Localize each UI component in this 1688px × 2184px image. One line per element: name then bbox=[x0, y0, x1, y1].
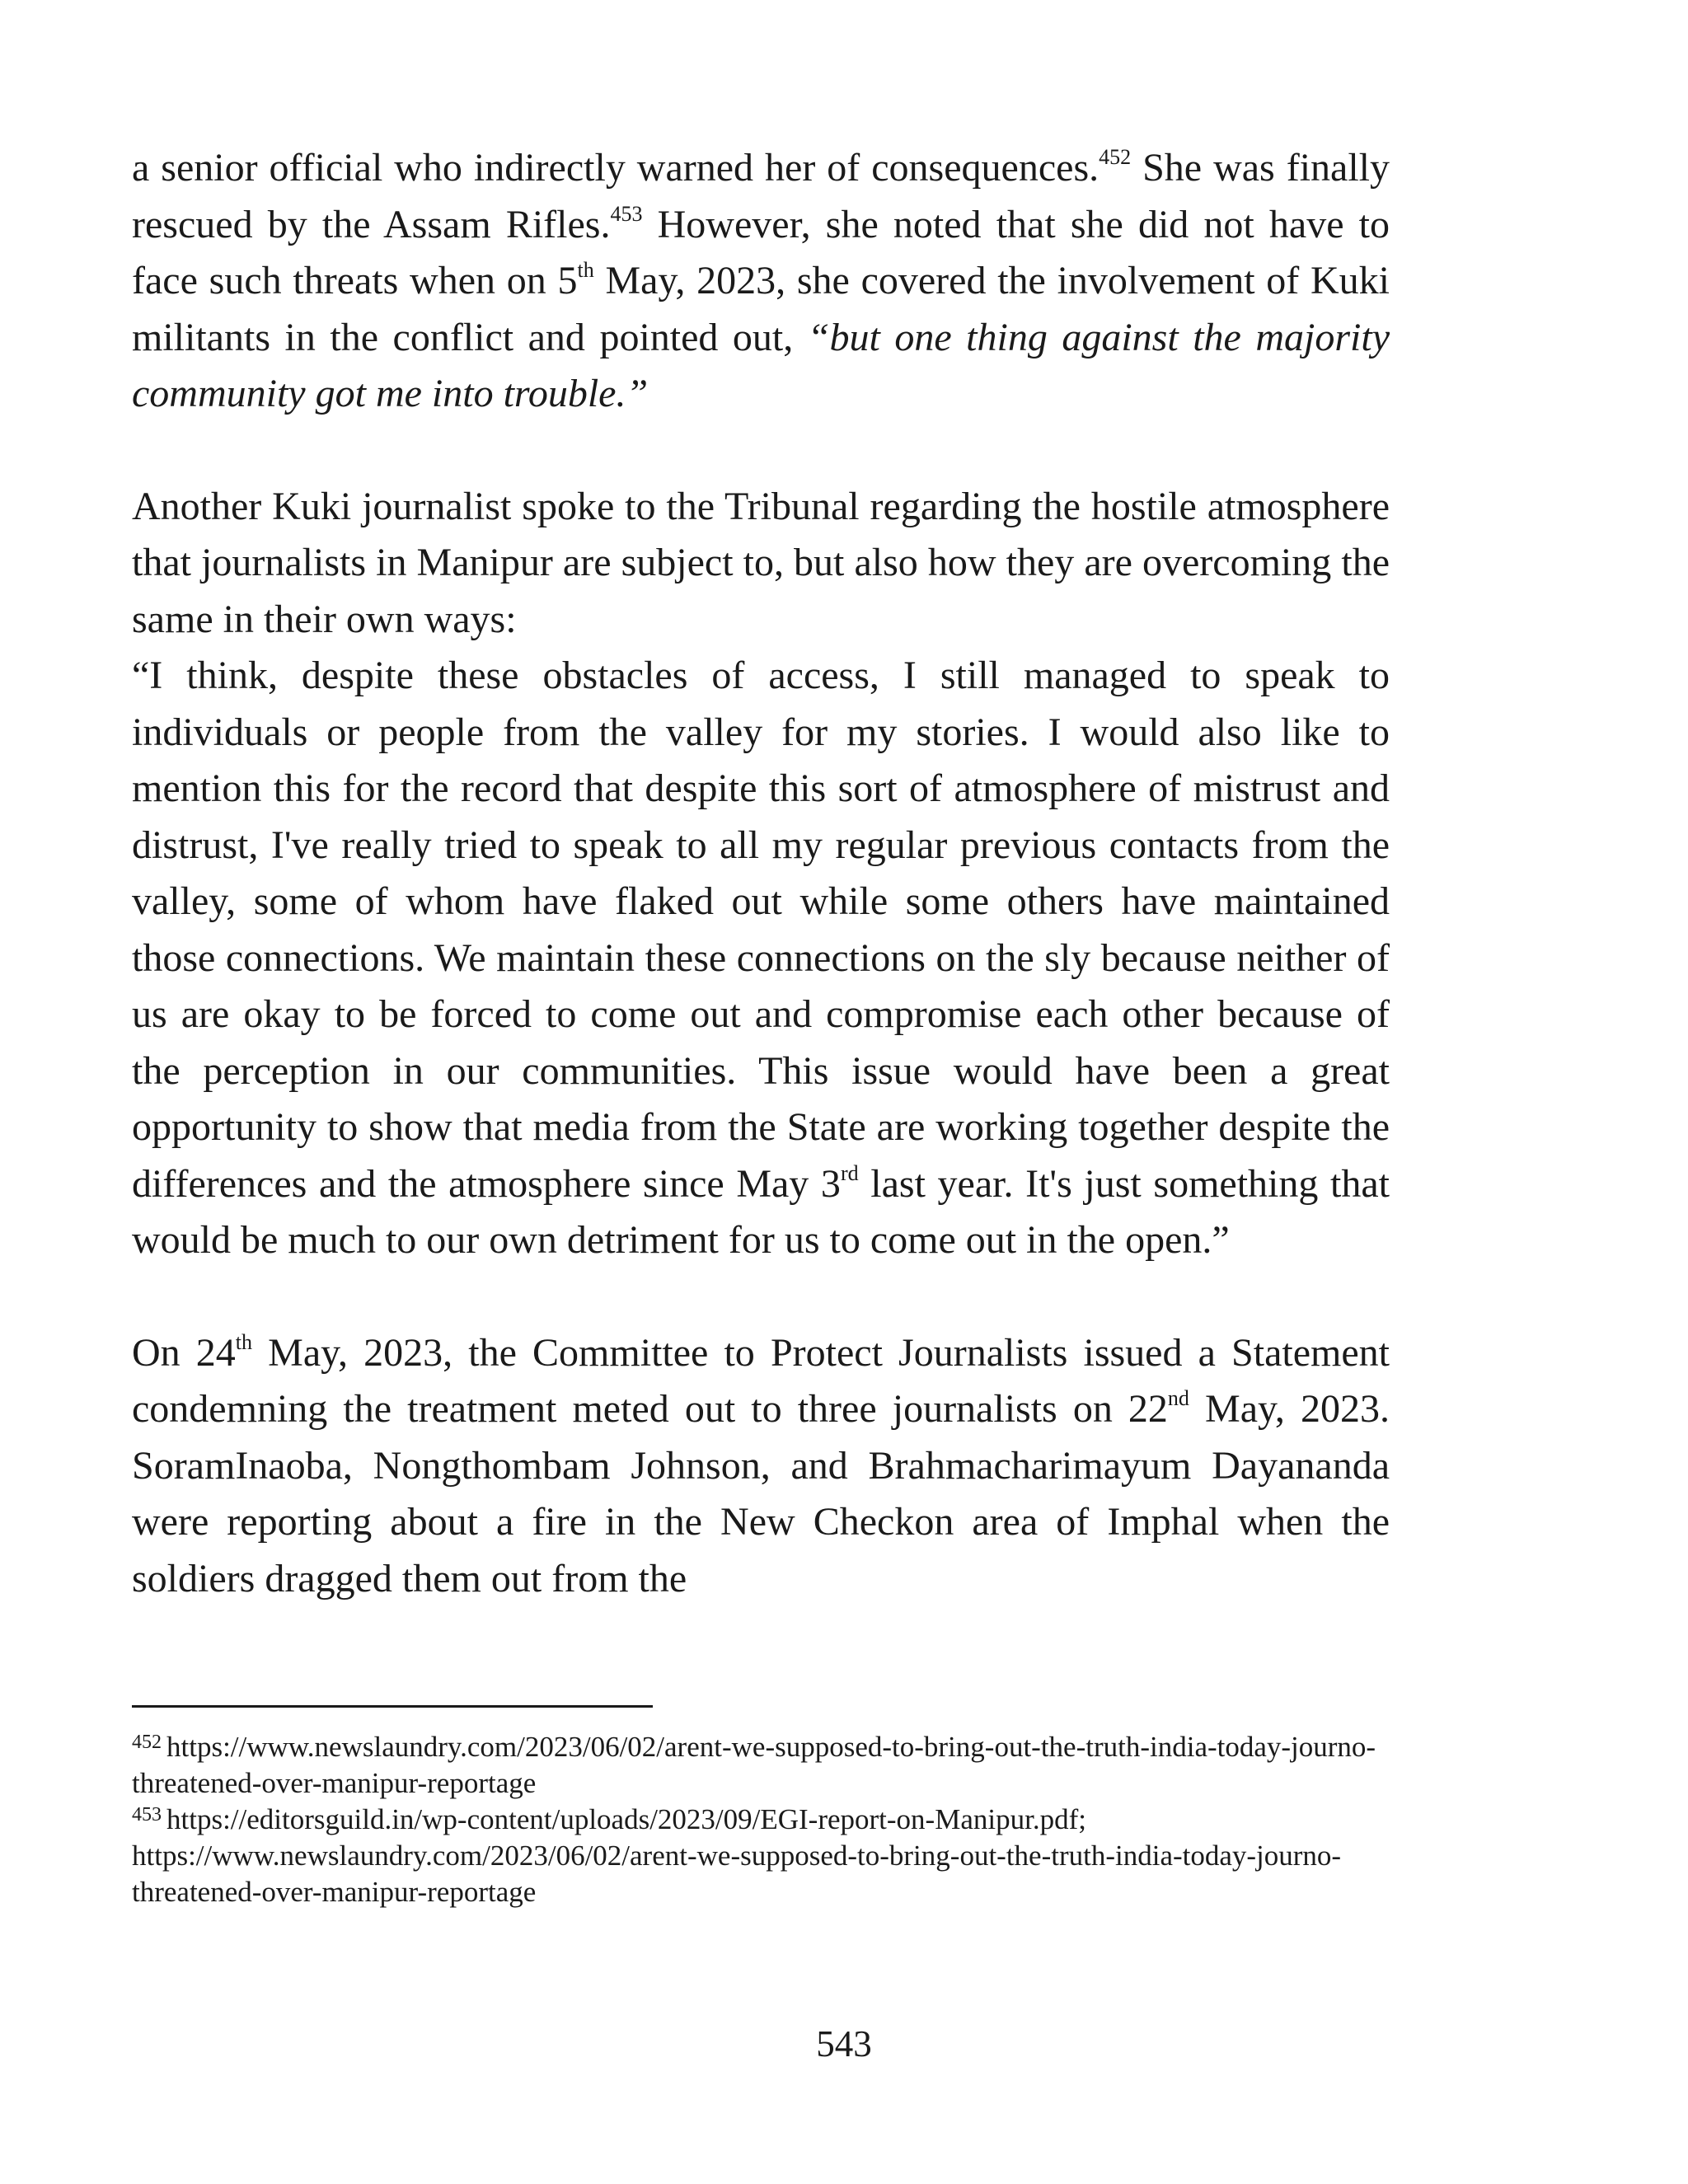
paragraph-2-intro-text: Another Kuki journalist spoke to the Tribunal regarding the hostile atmosphere that journalists in Manipur are subject to, but also how they are overcoming the same in their own ways: bbox=[132, 484, 1390, 641]
footnote-divider bbox=[132, 1705, 653, 1708]
footnote-link[interactable]: https://editorsguild.in/wp-content/uploads/2023/09/EGI-report-on-Manipur.pdf; https://www.newslaundry.com/2023/06/02/arent-we-supposed-to-bring-out-the-truth-india-today-journo-threatened-over-manipur-reportage bbox=[132, 1803, 1342, 1908]
footnote-ref-452[interactable]: 452 bbox=[1099, 145, 1132, 169]
footnote-ref-453[interactable]: 453 bbox=[610, 201, 643, 226]
paragraph-3-text-a: On 24 bbox=[132, 1330, 236, 1375]
paragraph-3-text-b: May, 2023, the Committee to Protect Journalists issued a Statement condemning the treatment meted out to three journalists on 22 bbox=[132, 1330, 1390, 1431]
paragraph-3 bbox=[132, 1325, 1390, 1608]
paragraph-gap bbox=[132, 423, 1390, 479]
footnote-link[interactable]: https://www.newslaundry.com/2023/06/02/arent-we-supposed-to-bring-out-the-truth-india-today-journo-threatened-over-manipur-reportage bbox=[132, 1731, 1376, 1799]
ordinal-suffix: th bbox=[577, 258, 594, 282]
paragraph-2-quote-text-b: last year. It's just something that would be much to our own detriment for us to come out in the open.” bbox=[132, 1161, 1390, 1262]
paragraph-1-text-b: She was finally rescued by the Assam Rifles. bbox=[132, 146, 1390, 246]
paragraph-1-text-c: However, she noted that she did not have to face such threats when on 5 bbox=[132, 202, 1390, 302]
footnote-453 bbox=[132, 1802, 1390, 1910]
paragraph-2-intro bbox=[132, 479, 1390, 649]
ordinal-suffix: rd bbox=[840, 1160, 859, 1185]
page-number: 543 bbox=[816, 2023, 872, 2064]
footnote-number: 452 bbox=[132, 1732, 162, 1753]
paragraph-1 bbox=[132, 140, 1390, 423]
italic-quote: “but one thing against the majority community got me into trouble.” bbox=[132, 315, 1390, 415]
paragraph-1-text-d: May, 2023, she covered the involvement of Kuki militants in the conflict and pointed out, bbox=[132, 259, 1390, 359]
paragraph-2-quote bbox=[132, 648, 1390, 1269]
ordinal-suffix: th bbox=[235, 1329, 253, 1354]
ordinal-suffix: nd bbox=[1167, 1386, 1189, 1410]
footnotes bbox=[132, 1729, 1390, 1910]
footnote-number: 453 bbox=[132, 1804, 162, 1825]
paragraph-1-text-a: a senior official who indirectly warned her of consequences. bbox=[132, 146, 1100, 190]
paragraph-3-text-c: May, 2023. SoramInaoba, Nongthombam Johnson, and Brahmacharimayum Dayananda were reporting about a fire in the New Checkon area of Imphal when the soldiers dragged them out from the bbox=[132, 1387, 1390, 1601]
paragraph-gap bbox=[132, 1269, 1390, 1325]
footnote-452 bbox=[132, 1729, 1390, 1802]
paragraph-2-quote-text-a: “I think, despite these obstacles of access, I still managed to speak to individuals or people from the valley for my stories. I would also like to mention this for the record that despite this sort of atmosphere of mistrust and distrust, I've really tried to speak to all my regular previous contacts from the valley, some of whom have flaked out while some others have maintained those connections. We maintain these connections on the sly because neither of us are okay to be forced to come out and compromise each other because of the perception in our communities. This issue would have been a great opportunity to show that media from the State are working together despite the differences and the atmosphere since May 3 bbox=[132, 654, 1390, 1206]
page-body bbox=[132, 140, 1390, 1607]
